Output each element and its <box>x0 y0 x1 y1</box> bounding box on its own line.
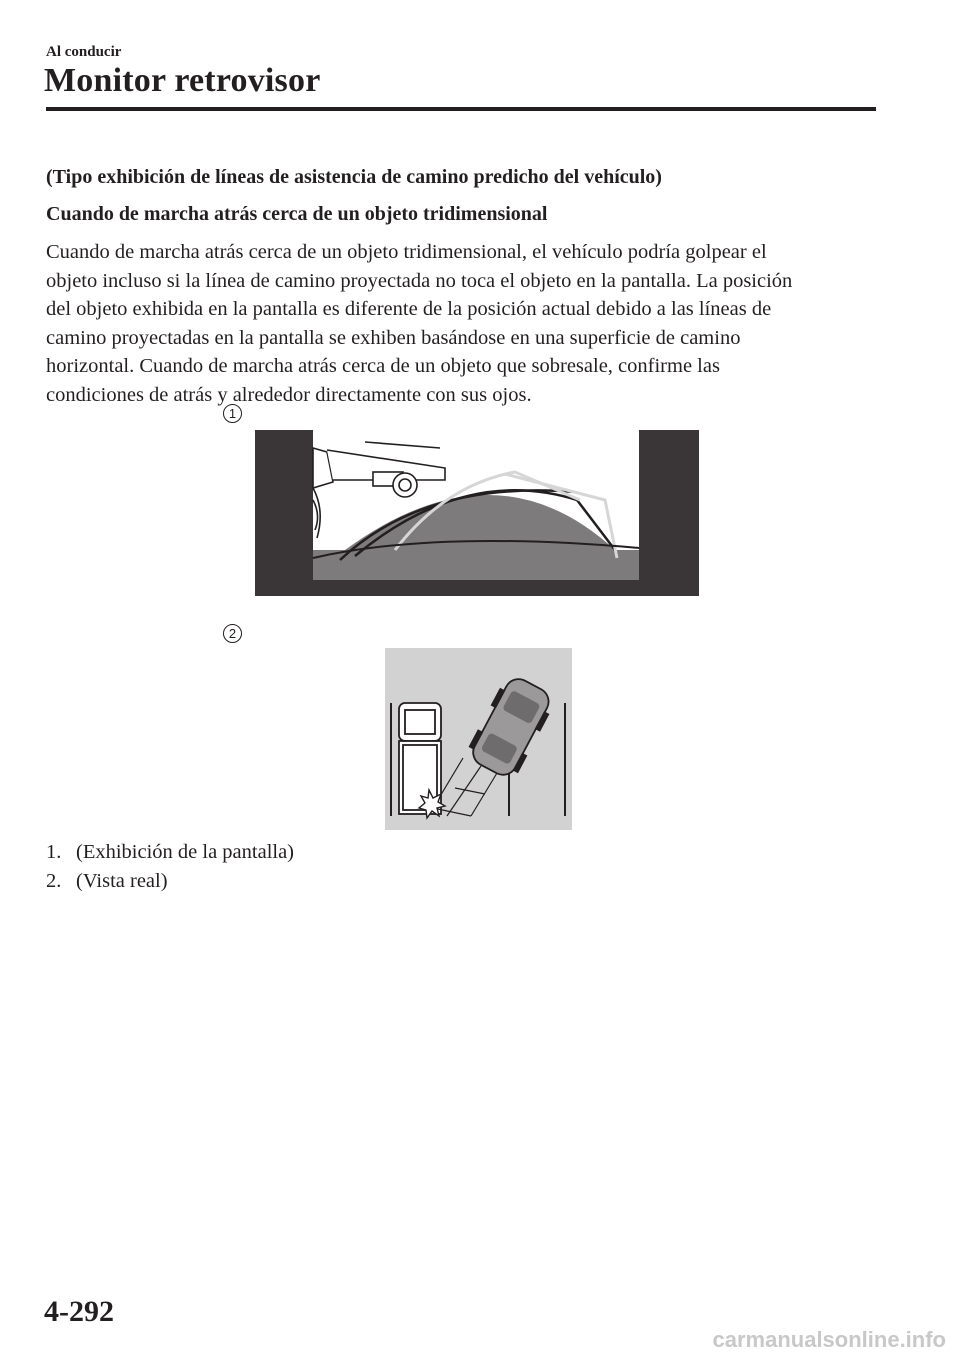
caption-item <box>46 838 294 867</box>
paragraph-line: del objeto exhibida en la pantalla es diferente de la posición actual debido a las líneas de <box>46 298 772 320</box>
callout-1: 1 <box>223 404 242 423</box>
caption-list <box>46 838 294 896</box>
subheading-3d-object: Cuando de marcha atrás cerca de un objeto tridimensional <box>46 203 548 225</box>
caption-number: 1. <box>46 841 62 863</box>
ground-area <box>313 550 639 580</box>
page-title: Monitor retrovisor <box>44 62 321 99</box>
page-number: 4-292 <box>44 1295 114 1328</box>
paragraph-line: Cuando de marcha atrás cerca de un objeto tridimensional, el vehículo podría golpear el <box>46 241 767 263</box>
section-label: Al conducir <box>46 44 122 60</box>
caption-item <box>46 867 294 896</box>
paragraph-line: camino proyectadas en la pantalla se exhiben basándose en una superficie de camino <box>46 326 741 349</box>
title-divider <box>46 107 876 111</box>
subheading-type: (Tipo exhibición de líneas de asistencia de camino predicho del vehículo) <box>46 166 662 188</box>
caption-text: (Vista real) <box>76 870 168 892</box>
caption-number: 2. <box>46 870 62 892</box>
paragraph-line: horizontal. Cuando de marcha atrás cerca de un objeto que sobresale, confirme las <box>46 355 720 377</box>
caption-text: (Exhibición de la pantalla) <box>76 841 295 863</box>
figure-screen-display <box>255 430 699 596</box>
watermark: carmanualsonline.info <box>712 1327 946 1352</box>
figure-real-view <box>385 648 572 830</box>
body-paragraph <box>46 238 886 409</box>
paragraph-line: objeto incluso si la línea de camino proyectada no toca el objeto en la pantalla. La posición <box>46 269 793 292</box>
callout-2: 2 <box>223 624 242 643</box>
paragraph-line: condiciones de atrás y alrededor directamente con sus ojos. <box>46 383 532 406</box>
